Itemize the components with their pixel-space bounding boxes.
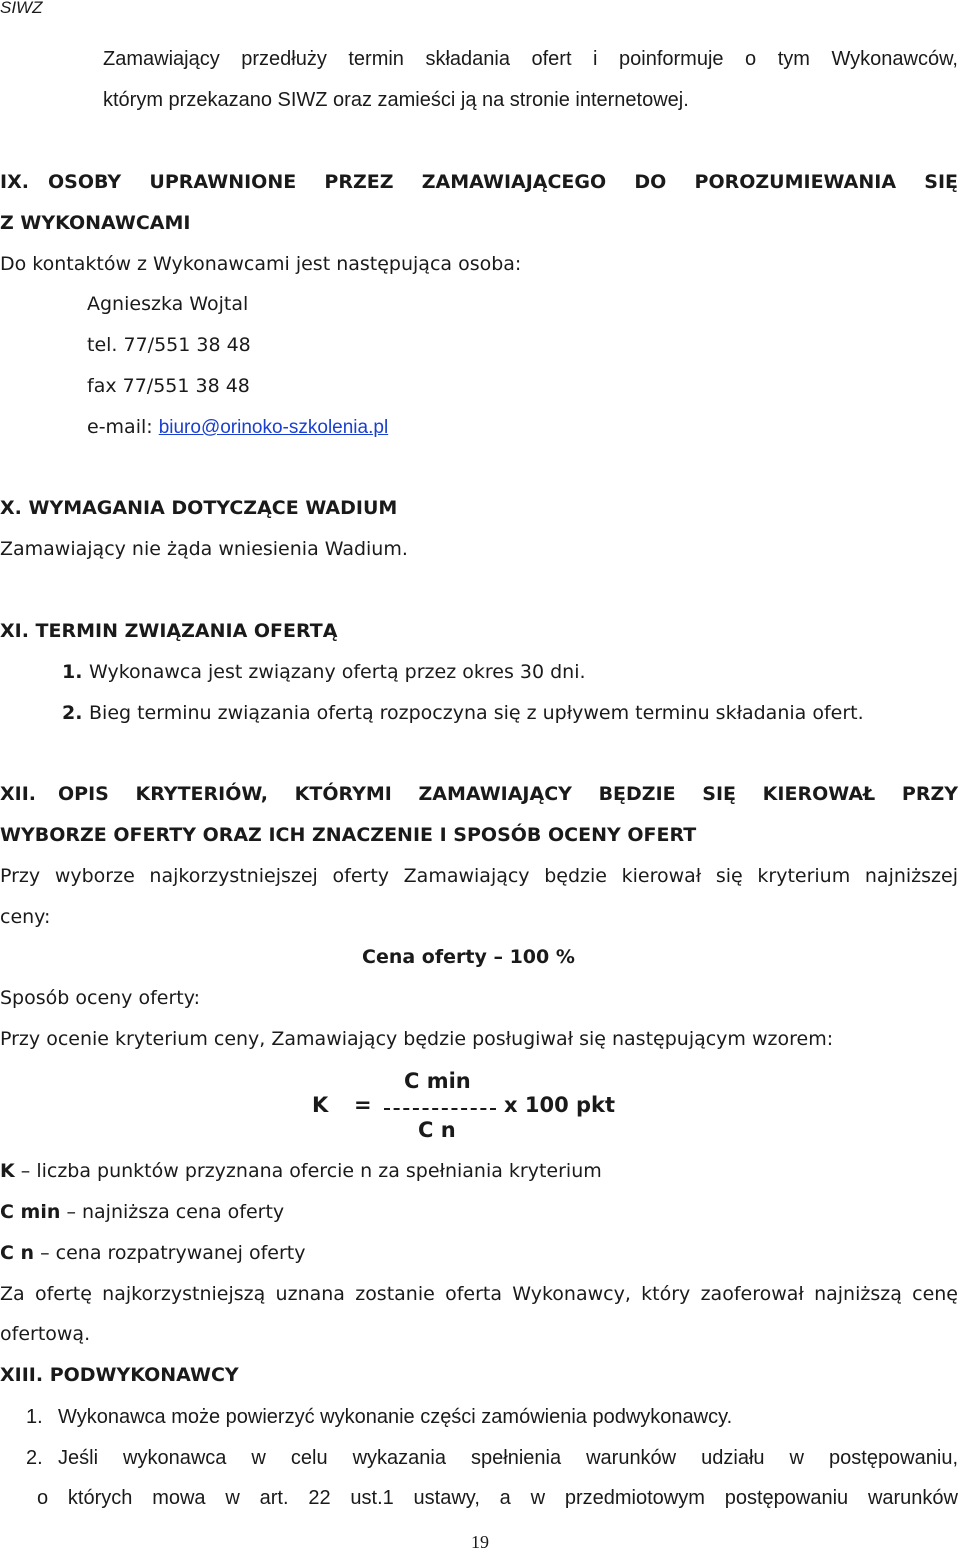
definition-cn <box>0 1241 305 1265</box>
formula-k: K <box>312 1093 329 1117</box>
page-number: 19 <box>471 1532 489 1552</box>
definition-description: – najniższa cena oferty <box>60 1201 285 1223</box>
sec9-number: IX. <box>0 171 29 193</box>
sec10-text: Zamawiający nie żąda wniesienia Wadium. <box>0 538 408 560</box>
sec11-item-2-text: Bieg terminu związania ofertą rozpoczyna się z upływem terminu składania ofert. <box>89 702 864 724</box>
sec11-title: XI. TERMIN ZWIĄZANIA OFERTĄ <box>0 620 338 642</box>
sec13-item-1-text: Wykonawca może powierzyć wykonanie części zamówienia podwykonawcy. <box>58 1406 733 1428</box>
formula-numerator: C min <box>404 1069 471 1093</box>
sec13-item-2-text: Jeśli wykonawca w celu wykazania spełnienia warunków udziału w postępowaniu, <box>58 1447 958 1469</box>
formula-multiplier: x 100 pkt <box>504 1093 616 1117</box>
formula-fraction-line <box>384 1108 496 1110</box>
formula-denominator: C n <box>418 1118 456 1142</box>
contact-name: Agnieszka Wojtal <box>87 293 249 315</box>
definition-term: C min <box>0 1201 61 1223</box>
sec12-paragraph-1-line-2: ceny: <box>0 906 51 928</box>
document-header: SIWZ <box>0 0 43 17</box>
definition-term: C n <box>0 1242 35 1264</box>
sec13-item-1-number: 1. <box>26 1406 43 1428</box>
sec11-item-1-text: Wykonawca jest związany ofertą przez okres 30 dni. <box>89 661 586 683</box>
criterion-weight: Cena oferty – 100 % <box>362 946 575 968</box>
sec12-paragraph-2-line-2: ofertową. <box>0 1323 91 1345</box>
sec13-item-2-number: 2. <box>26 1447 43 1469</box>
definition-k <box>0 1159 602 1183</box>
sec11-item-1-number: 1. <box>62 661 83 683</box>
contact-fax: fax 77/551 38 48 <box>87 375 250 397</box>
sec9-intro: Do kontaktów z Wykonawcami jest następująca osoba: <box>0 253 522 275</box>
intro-line-1: Zamawiający przedłuży termin składania ofert i poinformuje o tym Wykonawców, <box>103 48 958 70</box>
evaluation-method-label: Sposób oceny oferty: <box>0 987 200 1009</box>
contact-email-label: e-mail: <box>87 416 153 438</box>
sec10-title: X. WYMAGANIA DOTYCZĄCE WADIUM <box>0 497 398 519</box>
contact-tel: tel. 77/551 38 48 <box>87 334 251 356</box>
sec13-title: XIII. PODWYKONAWCY <box>0 1364 239 1386</box>
sec13-item-2-continuation: o których mowa w art. 22 ust.1 ustawy, a w przedmiotowym postępowaniu warunków <box>37 1487 958 1509</box>
sec12-number: XII. <box>0 783 37 805</box>
definition-term: K <box>0 1160 15 1182</box>
sec12-paragraph-2-line-1: Za ofertę najkorzystniejszą uznana zostanie oferta Wykonawcy, który zaoferował najniższą cenę <box>0 1283 958 1305</box>
sec12-title-line-1: OPIS KRYTERIÓW, KTÓRYMI ZAMAWIAJĄCY BĘDZIE SIĘ KIEROWAŁ PRZY <box>58 783 958 805</box>
sec11-item-2-number: 2. <box>62 702 83 724</box>
sec9-title-line-1: OSOBY UPRAWNIONE PRZEZ ZAMAWIAJĄCEGO DO POROZUMIEWANIA SIĘ <box>48 171 958 193</box>
formula-equals: = <box>354 1093 372 1117</box>
sec12-title-line-2: WYBORZE OFERTY ORAZ ICH ZNACZENIE I SPOSÓB OCENY OFERT <box>0 824 697 846</box>
sec9-title-line-2: Z WYKONAWCAMI <box>0 212 191 234</box>
formula-intro: Przy ocenie kryterium ceny, Zamawiający będzie posługiwał się następującym wzorem: <box>0 1028 834 1050</box>
definition-description: – liczba punktów przyznana ofercie n za spełniania kryterium <box>14 1160 602 1182</box>
sec12-paragraph-1-line-1: Przy wyborze najkorzystniejszej oferty Zamawiający będzie kierował się kryterium najniższej <box>0 865 958 887</box>
contact-email-link[interactable]: biuro@orinoko-szkolenia.pl <box>158 417 389 438</box>
contact-email-row <box>87 415 388 440</box>
definition-cmin <box>0 1200 284 1224</box>
definition-description: – cena rozpatrywanej oferty <box>34 1242 306 1264</box>
intro-line-2: którym przekazano SIWZ oraz zamieści ją na stronie internetowej. <box>103 89 689 111</box>
